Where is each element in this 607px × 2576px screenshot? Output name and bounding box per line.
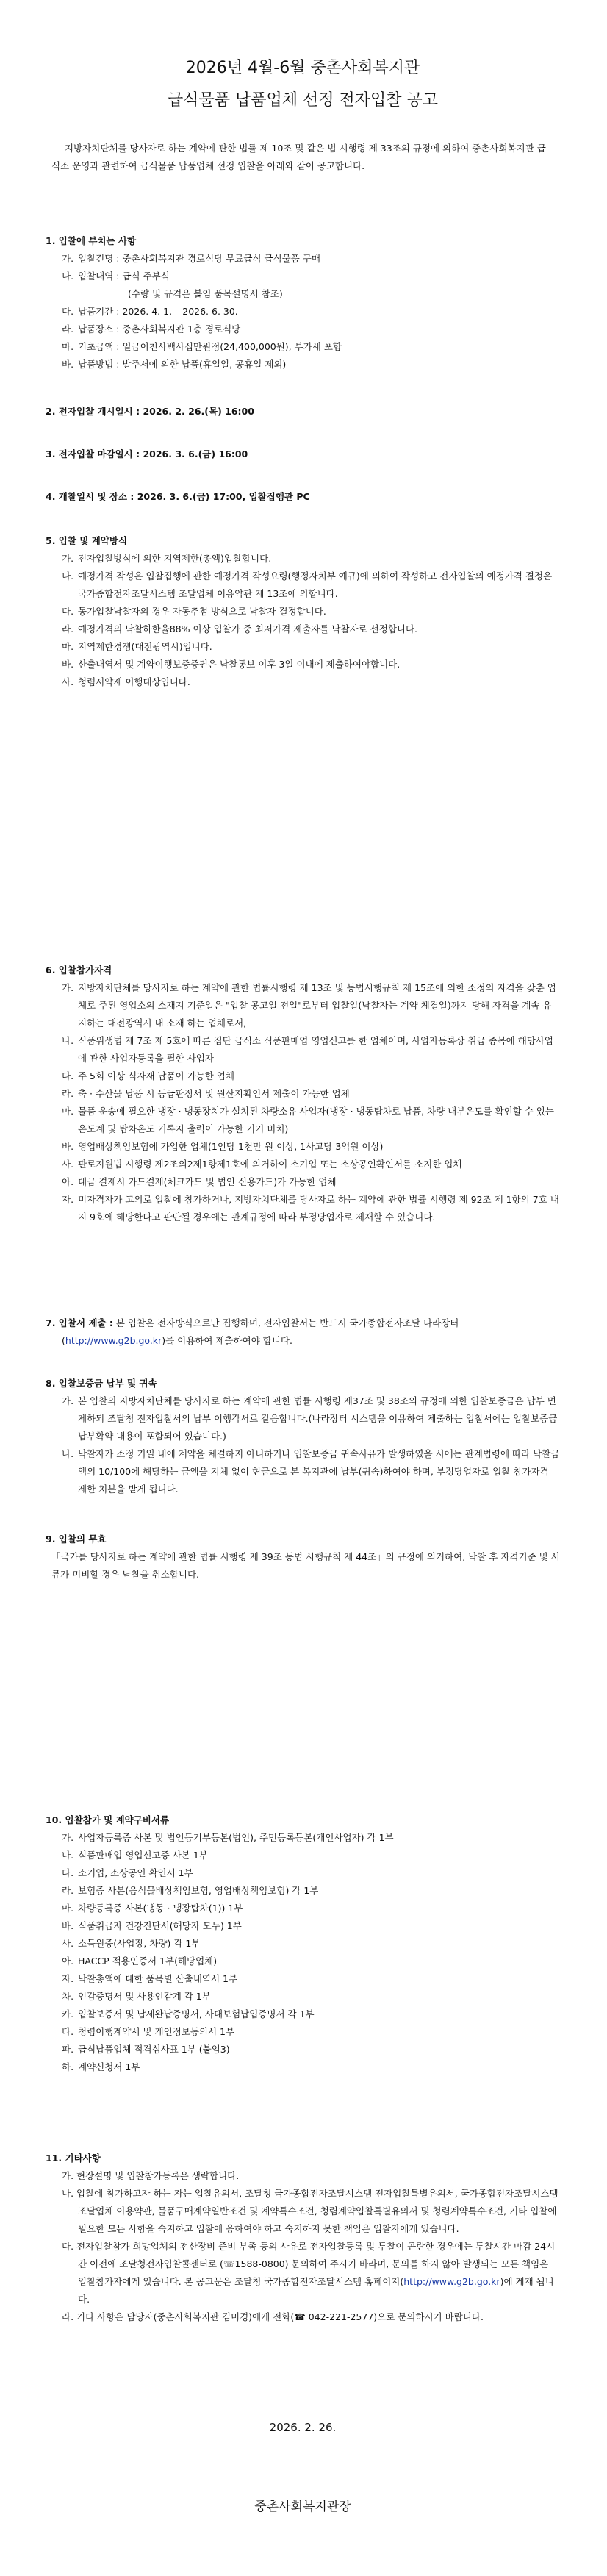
section-1-row-marker: 바. xyxy=(62,359,74,370)
section-6-item xyxy=(46,1085,560,1103)
section-5-item-text: 예정가격의 낙찰하한율88% 이상 입찰가 중 최저가격 제출자를 낙찰자로 선정합니다. xyxy=(78,623,418,634)
section-11-item-a: 가. 현장설명 및 입찰참가등록은 생략합니다. xyxy=(62,2170,240,2181)
section-6-item-marker: 다. xyxy=(62,1070,74,1081)
section-6-item-text: 물품 운송에 필요한 냉장 · 냉동장치가 설치된 차량소유 사업자(냉장 · 냉동탑차로 납품, 차량 내부온도를 확인할 수 있는 온도계 및 탑차온도 기록지 출력이 가능한 기기 비치) xyxy=(78,1106,554,1134)
section-6-item xyxy=(46,1138,560,1156)
section-6-item-marker: 바. xyxy=(62,1141,74,1152)
section-1-row-marker: 다. xyxy=(62,306,74,317)
section-4 xyxy=(46,488,560,506)
section-5-item-marker: 라. xyxy=(62,623,74,634)
section-10-item-marker: 아. xyxy=(62,1956,74,1967)
section-6-item-text: 식품위생법 제 7조 제 5호에 따른 집단 급식소 식품판매업 영업신고를 한 업체이며, 사업자등록상 취급 종목에 해당사업에 관한 사업자등록을 필한 사업자 xyxy=(78,1035,554,1064)
section-1-row-marker: 나. xyxy=(62,271,74,282)
section-11-item-c xyxy=(46,2238,560,2308)
section-6-item-marker: 라. xyxy=(62,1088,74,1099)
section-6-item-marker: 나. xyxy=(62,1035,74,1046)
section-10-item-marker: 라. xyxy=(62,1885,74,1896)
section-9-body: 「국가를 당사자로 하는 계약에 관한 법률 시행령 제 39조 동법 시행규칙 제 44조」의 규정에 의거하여, 낙찰 후 자격기준 및 서류가 미비할 경우 낙찰을 취소합니다. xyxy=(51,1551,560,1580)
section-8-item xyxy=(46,1445,560,1498)
section-7-paragraph xyxy=(46,1314,560,1350)
section-7-body: 본 입찰은 전자방식으로만 집행하며, 전자입찰서는 반드시 국가종합전자조달 나라장터( xyxy=(62,1317,459,1346)
section-1-row-text: 납품방법 : 발주서에 의한 납품(휴일일, 공휴일 제외) xyxy=(78,359,287,370)
section-10-item-marker: 자. xyxy=(62,1973,74,1984)
section-10-item xyxy=(46,2058,560,2076)
section-5-item-marker: 다. xyxy=(62,606,74,617)
section-5-item-marker: 바. xyxy=(62,659,74,670)
section-10-heading: 10. 입찰참가 및 계약구비서류 xyxy=(46,1814,170,1825)
section-7 xyxy=(46,1314,560,1350)
section-11-item-b: 나. 입찰에 참가하고자 하는 자는 입찰유의서, 조달청 국가종합전자조달시스템 전자입찰특별유의서, 국가종합전자조달시스템조달업체 이용약관, 물품구매계약일반조건 및 계약특수조건, 청렴계약입찰특별유의서 및 청렴계약특수조건, 기타 입찰에 필요한 모든 사항을 숙지하고 입찰에 응하여야 하고 숙지하지 못한 책임은 입찰자에게 있습니다. xyxy=(62,2188,558,2234)
section-7-tail: )를 이용하여 제출하여야 합니다. xyxy=(162,1335,292,1346)
section-11 xyxy=(46,2150,560,2326)
section-5 xyxy=(46,532,560,691)
section-9 xyxy=(46,1531,560,1584)
section-10-item xyxy=(46,1900,560,1917)
section-1-row xyxy=(46,321,560,338)
section-5-item xyxy=(46,673,560,691)
section-6-item xyxy=(46,1103,560,1138)
section-2 xyxy=(46,403,560,421)
section-1-row-text: 납품기간 : 2026. 4. 1. – 2026. 6. 30. xyxy=(78,306,238,317)
section-6-item-text: 미자격자가 고의로 입찰에 참가하거나, 지방자치단체를 당사자로 하는 계약에 관한 법률 시행령 제 92조 제 1항의 7호 내지 9호에 해당한다고 판단될 경우에는 관계규정에 따라 부정당업자로 제재할 수 있습니다. xyxy=(78,1194,559,1223)
section-10-item-text: 보험증 사본(음식물배상책임보험, 영업배상책임보험) 각 1부 xyxy=(78,1885,319,1896)
section-10-item-marker: 차. xyxy=(62,1991,74,2002)
section-1-heading: 1. 입찰에 부치는 사항 xyxy=(46,235,137,246)
section-6-item-marker: 아. xyxy=(62,1176,74,1187)
section-6-item-marker: 사. xyxy=(62,1159,74,1170)
section-6-heading: 6. 입찰참가자격 xyxy=(46,965,112,976)
section-8-item-text: 본 입찰의 지방자치단체를 당사자로 하는 계약에 관한 법률 시행령 제37조 및 38조의 규정에 의한 입찰보증금은 납부 면제하되 조달청 전자입찰서의 납부 이행각서로 갈음합니다.(나라장터 시스템을 이용하여 제출하는 입찰서에는 입찰보증금 납부확약 내용이 포함되어 있습니다.) xyxy=(78,1395,558,1442)
section-5-item-text: 동가입찰낙찰자의 경우 자동추첨 방식으로 낙찰자 결정합니다. xyxy=(78,606,326,617)
section-5-item-text: 산출내역서 및 계약이행보증증권은 낙찰통보 이후 3일 이내에 제출하여야합니다. xyxy=(78,659,401,670)
section-1-row xyxy=(46,356,560,373)
section-5-heading: 5. 입찰 및 계약방식 xyxy=(46,535,128,546)
section-10-item-marker: 나. xyxy=(62,1850,74,1861)
section-1-row-text: 납품장소 : 중촌사회복지관 1층 경로식당 xyxy=(78,323,241,334)
section-3-heading: 3. 전자입찰 마감일시 : 2026. 3. 6.(금) 16:00 xyxy=(46,448,248,459)
title-line-2: 급식물품 납품업체 선정 전자입찰 공고 xyxy=(167,91,438,110)
section-5-item xyxy=(46,550,560,568)
section-1-row-marker: 가. xyxy=(62,253,74,264)
issuer-name: 중촌사회복지관장 xyxy=(254,2500,351,2514)
section-6 xyxy=(46,962,560,1226)
section-6-item xyxy=(46,979,560,1032)
section-10-item-text: 차량등록증 사본(냉동 · 냉장탑차(1)) 1부 xyxy=(78,1903,243,1914)
section-5-items xyxy=(46,550,560,691)
title-line-1: 2026년 4월-6월 중촌사회복지관 xyxy=(185,59,420,77)
section-2-heading: 2. 전자입찰 개시일시 : 2026. 2. 26.(목) 16:00 xyxy=(46,406,254,417)
section-11-heading: 11. 기타사항 xyxy=(46,2153,101,2164)
section-10-item-marker: 가. xyxy=(62,1832,74,1843)
section-6-item xyxy=(46,1191,560,1226)
section-1-row xyxy=(46,268,560,285)
section-1-row xyxy=(46,250,560,268)
section-1-row-text: 입찰내역 : 급식 주부식 xyxy=(78,271,170,282)
section-1 xyxy=(46,232,560,373)
section-10-item-marker: 타. xyxy=(62,2026,74,2037)
section-5-item-marker: 가. xyxy=(62,553,74,564)
section-10-item xyxy=(46,1970,560,1988)
section-1-row-text: 기초금액 : 일금이천사백사십만원정(24,400,000원), 부가세 포함 xyxy=(78,341,342,352)
section-6-item-text: 축 · 수산물 납품 시 등급판정서 및 원산지확인서 제출이 가능한 업체 xyxy=(78,1088,350,1099)
g2b-homepage-link[interactable]: http://www.g2b.go.kr xyxy=(403,2276,500,2287)
section-8-item-marker: 나. xyxy=(62,1448,74,1459)
section-10-item-text: 소기업, 소상공인 확인서 1부 xyxy=(78,1867,193,1878)
section-10 xyxy=(46,1811,560,2076)
intro-paragraph: 지방자치단체를 당사자로 하는 계약에 관한 법률 제 10조 및 같은 법 시행령 제 33조의 규정에 의하여 중촌사회복지관 급식소 운영과 관련하여 급식물품 납품업체 선정 입찰을 아래와 같이 공고합니다. xyxy=(51,143,546,171)
section-6-item xyxy=(46,1032,560,1067)
section-10-items xyxy=(46,1829,560,2076)
section-10-item-text: 소득원증(사업장, 차량) 각 1부 xyxy=(78,1938,201,1949)
section-5-item-marker: 나. xyxy=(62,570,74,582)
section-7-heading: 7. 입찰서 제출 : xyxy=(46,1317,113,1328)
section-10-item-text: 식품취급자 건강진단서(해당자 모두) 1부 xyxy=(78,1920,242,1931)
section-6-item-marker: 자. xyxy=(62,1194,74,1205)
section-10-item xyxy=(46,1917,560,1935)
section-6-item-text: 주 5회 이상 식자재 납품이 가능한 업체 xyxy=(78,1070,234,1081)
section-3 xyxy=(46,446,560,463)
section-1-rows xyxy=(46,250,560,373)
section-10-item-text: 입찰보증서 및 납세완납증명서, 사대보험납입증명서 각 1부 xyxy=(78,2008,315,2019)
section-10-item-text: 사업자등록증 사본 및 법인등기부등본(법인), 주민등록등본(개인사업자) 각 1부 xyxy=(78,1832,394,1843)
section-10-item-marker: 파. xyxy=(62,2044,74,2055)
section-6-item-marker: 가. xyxy=(62,982,74,993)
section-1-row-text: 입찰건명 : 중촌사회복지관 경로식당 무료급식 급식물품 구매 xyxy=(78,253,320,264)
section-5-item-marker: 마. xyxy=(62,641,74,652)
section-10-item xyxy=(46,1882,560,1900)
section-6-item-text: 지방자치단체를 당사자로 하는 계약에 관한 법률시행령 제 13조 및 동법시행규칙 제 15조에 의한 소정의 자격을 갖춘 업체로 주된 영업소의 소재지 기준일은 "입찰 공고일 전일"로부터 입찰일(낙찰자는 계약 체결일)까지 당해 자격을 계속 유지하는 대전광역시 내 소재 하는 업체로서, xyxy=(78,982,556,1028)
section-10-item-text: 낙찰총액에 대한 품목별 산출내역서 1부 xyxy=(78,1973,238,1984)
section-10-item-text: 급식납품업체 적격심사표 1부 (붙임3) xyxy=(78,2044,230,2055)
section-6-item xyxy=(46,1173,560,1191)
section-6-item-text: 판로지원법 시행령 제2조의2제1항제1호에 의거하여 소기업 또는 소상공인확인서를 소지한 업체 xyxy=(78,1159,462,1170)
section-10-item-marker: 바. xyxy=(62,1920,74,1931)
section-1-row-marker: 라. xyxy=(62,323,74,334)
section-5-item xyxy=(46,638,560,656)
section-10-item-marker: 다. xyxy=(62,1867,74,1878)
section-6-item-marker: 마. xyxy=(62,1106,74,1117)
section-10-item xyxy=(46,1935,560,1953)
section-10-item-text: 청렴이행계약서 및 개인정보동의서 1부 xyxy=(78,2026,235,2037)
section-1-row xyxy=(46,303,560,321)
section-1-row-marker: 마. xyxy=(62,341,74,352)
section-1-row xyxy=(46,285,560,303)
section-5-item xyxy=(46,656,560,673)
section-10-item-text: 계약신청서 1부 xyxy=(78,2061,140,2072)
section-5-item-text: 예정가격 작성은 입찰집행에 관한 예정가격 작성요령(행정자치부 예규)에 의하여 작성하고 전자입찰의 예정가격 결정은 국가종합전자조달시스템 조달업체 이용약관 제 13조에 의합니다. xyxy=(78,570,553,599)
section-10-item-marker: 하. xyxy=(62,2061,74,2072)
section-10-item xyxy=(46,2023,560,2041)
section-5-item-text: 전자입찰방식에 의한 지역제한(총액)입찰합니다. xyxy=(78,553,272,564)
section-6-item-text: 영업배상책임보험에 가입한 업체(1인당 1천만 원 이상, 1사고당 3억원 이상) xyxy=(78,1141,384,1152)
section-6-item xyxy=(46,1067,560,1085)
section-11-item-c-tail: )에 게재 됩니다. xyxy=(78,2276,554,2305)
section-10-item-marker: 카. xyxy=(62,2008,74,2019)
section-8-item xyxy=(46,1392,560,1445)
section-10-item-marker: 마. xyxy=(62,1903,74,1914)
section-10-item-text: 식품판매업 영업신고증 사본 1부 xyxy=(78,1850,208,1861)
section-9-heading: 9. 입찰의 무효 xyxy=(46,1534,107,1545)
section-4-heading: 4. 개찰일시 및 장소 : 2026. 3. 6.(금) 17:00, 입찰집행관 PC xyxy=(46,491,310,502)
section-5-item xyxy=(46,620,560,638)
section-6-items xyxy=(46,979,560,1226)
section-10-item xyxy=(46,2006,560,2023)
section-10-item xyxy=(46,1847,560,1864)
section-10-item-marker: 사. xyxy=(62,1938,74,1949)
section-10-item xyxy=(46,1829,560,1847)
section-5-item-marker: 사. xyxy=(62,676,74,687)
section-10-item xyxy=(46,1953,560,1970)
section-10-item-text: 인감증명서 및 사용인감계 각 1부 xyxy=(78,1991,211,2002)
announcement-date: 2026. 2. 26. xyxy=(269,2421,337,2434)
section-1-row-text: (수량 및 규격은 붙임 품목설명서 참조) xyxy=(128,288,283,299)
section-10-item xyxy=(46,1864,560,1882)
section-8 xyxy=(46,1375,560,1498)
g2b-link[interactable]: http://www.g2b.go.kr xyxy=(65,1335,162,1346)
section-5-item-text: 지역제한경쟁(대전광역시)입니다. xyxy=(78,641,212,652)
section-8-item-text: 낙찰자가 소정 기일 내에 계약을 체결하지 아니하거나 입찰보증금 귀속사유가 발생하였을 시에는 관계법령에 따라 낙찰금액의 10/100에 해당하는 금액을 지체 없이 현금으로 본 복지관에 납부(귀속)하여야 하며, 부정당업자로 입찰 참가자격 제한 처분을 받게 됩니다. xyxy=(78,1448,560,1495)
section-11-item-d: 라. 기타 사항은 담당자(중촌사회복지관 김미경)에게 전화(☎ 042-221-2577)으로 문의하시기 바랍니다. xyxy=(62,2311,484,2322)
section-6-item-text: 대금 결제시 카드결제(체크카드 및 법인 신용카드)가 가능한 업체 xyxy=(78,1176,337,1187)
section-10-item xyxy=(46,2041,560,2058)
section-8-items xyxy=(46,1392,560,1498)
section-11-item-c-text: 다. 전자입찰참가 희망업체의 전산장비 준비 부족 등의 사유로 전자입찰등록 및 투찰이 곤란한 경우에는 투찰시간 마감 24시간 이전에 조달청전자입찰콜센터로 (☏1588-0800) 문의하여 주시기 바라며, 문의를 하지 않아 발생되는 모든 책임은 입찰참가자에게 있습니다. 본 공고문은 조달청 국가종합전자조달시스템 홈페이지( xyxy=(62,2241,556,2287)
section-1-row xyxy=(46,338,560,356)
section-8-item-marker: 가. xyxy=(62,1395,74,1406)
section-5-item xyxy=(46,603,560,620)
section-10-item-text: HACCP 적용인증서 1부(해당업체) xyxy=(78,1956,218,1967)
section-10-item xyxy=(46,1988,560,2006)
section-5-item-text: 청렴서약제 이행대상입니다. xyxy=(78,676,190,687)
section-5-item xyxy=(46,568,560,603)
section-8-heading: 8. 입찰보증금 납부 및 귀속 xyxy=(46,1378,157,1389)
section-6-item xyxy=(46,1156,560,1173)
